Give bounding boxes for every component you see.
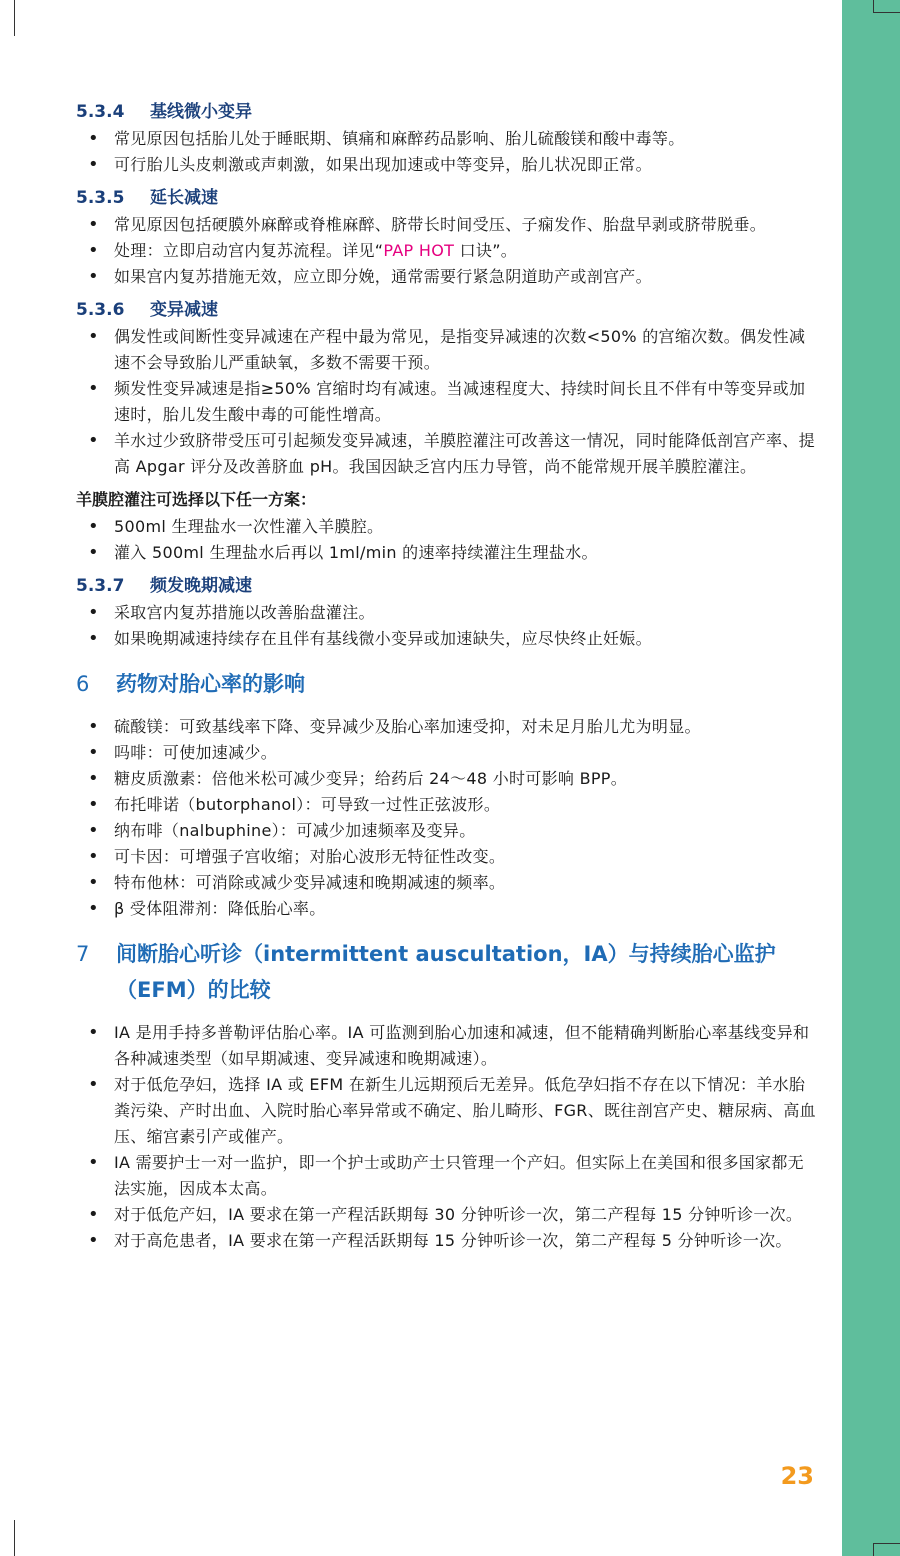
bullet-list bbox=[76, 212, 818, 290]
side-color-strip bbox=[842, 0, 900, 1556]
subsection-number: 5.3.5 bbox=[76, 188, 125, 208]
amnioinfusion-heading: 羊膜腔灌注可选择以下任一方案： bbox=[76, 490, 317, 509]
section-number: 7 bbox=[76, 942, 90, 966]
section-heading-6 bbox=[76, 666, 818, 702]
page-number: 23 bbox=[780, 1462, 814, 1490]
list-item: • 糖皮质激素：倍他米松可减少变异；给药后 24～48 小时可影响 BPP。 bbox=[76, 766, 818, 792]
list-item: • 采取宫内复苏措施以改善胎盘灌注。 bbox=[76, 600, 818, 626]
section-number: 6 bbox=[76, 672, 90, 696]
list-item: • 灌入 500ml 生理盐水后再以 1ml/min 的速率持续灌注生理盐水。 bbox=[76, 540, 818, 566]
list-item-text: 处理：立即启动宫内复苏流程。详见“ bbox=[114, 241, 384, 260]
section-title: 药物对胎心率的影响 bbox=[116, 672, 305, 696]
list-item: • 偶发性或间断性变异减速在产程中最为常见，是指变异减速的次数<50% 的宫缩次数。偶发性减速不会导致胎儿严重缺氧，多数不需要干预。 bbox=[76, 324, 818, 376]
list-item: • 对于低危孕妇，选择 IA 或 EFM 在新生儿远期预后无差异。低危孕妇指不存在以下情况：羊水胎粪污染、产时出血、入院时胎心率异常或不确定、胎儿畸形、FGR、既往剖宫产史、糖尿病、高血压、缩宫素引产或催产。 bbox=[76, 1072, 818, 1150]
crop-mark bbox=[873, 1543, 900, 1556]
list-item: • 对于高危患者，IA 要求在第一产程活跃期每 15 分钟听诊一次，第二产程每 5 分钟听诊一次。 bbox=[76, 1228, 818, 1254]
subsection-heading-5-3-7 bbox=[76, 572, 818, 600]
bullet-list bbox=[76, 324, 818, 480]
list-item: • 可卡因：可增强子宫收缩；对胎心波形无特征性改变。 bbox=[76, 844, 818, 870]
subsection-title: 频发晚期减速 bbox=[150, 576, 252, 596]
list-item: • 纳布啡（nalbuphine）：可减少加速频率及变异。 bbox=[76, 818, 818, 844]
crop-mark bbox=[873, 0, 900, 13]
list-item: • 500ml 生理盐水一次性灌入羊膜腔。 bbox=[76, 514, 818, 540]
bullet-list bbox=[76, 1020, 818, 1254]
subsection-title: 基线微小变异 bbox=[150, 102, 252, 122]
crop-mark bbox=[0, 1520, 15, 1556]
subsection-heading-5-3-5 bbox=[76, 184, 818, 212]
bullet-list bbox=[76, 714, 818, 922]
bullet-list bbox=[76, 600, 818, 652]
subsection-number: 5.3.7 bbox=[76, 576, 125, 596]
list-item: • β 受体阻滞剂：降低胎心率。 bbox=[76, 896, 818, 922]
section-title: 间断胎心听诊（intermittent auscultation，IA）与持续胎心监护（EFM）的比较 bbox=[116, 942, 776, 1002]
bullet-list bbox=[76, 514, 818, 566]
page-content bbox=[76, 98, 818, 1260]
crop-mark bbox=[0, 0, 15, 36]
subsection-title: 变异减速 bbox=[150, 300, 218, 320]
list-item: • 常见原因包括硬膜外麻醉或脊椎麻醉、脐带长时间受压、子痫发作、胎盘早剥或脐带脱垂。 bbox=[76, 212, 818, 238]
list-item bbox=[76, 238, 818, 264]
list-item: • 吗啡：可使加速减少。 bbox=[76, 740, 818, 766]
list-item: • 如果晚期减速持续存在且伴有基线微小变异或加速缺失，应尽快终止妊娠。 bbox=[76, 626, 818, 652]
subsection-number: 5.3.6 bbox=[76, 300, 125, 320]
list-item: • 羊水过少致脐带受压可引起频发变异减速，羊膜腔灌注可改善这一情况，同时能降低剖宫产率、提高 Apgar 评分及改善脐血 pH。我国因缺乏宫内压力导管，尚不能常规开展羊膜腔灌注。 bbox=[76, 428, 818, 480]
list-item: • 布托啡诺（butorphanol）：可导致一过性正弦波形。 bbox=[76, 792, 818, 818]
list-item: • 常见原因包括胎儿处于睡眠期、镇痛和麻醉药品影响、胎儿硫酸镁和酸中毒等。 bbox=[76, 126, 818, 152]
list-item: • 对于低危产妇，IA 要求在第一产程活跃期每 30 分钟听诊一次，第二产程每 15 分钟听诊一次。 bbox=[76, 1202, 818, 1228]
list-item: • IA 需要护士一对一监护，即一个护士或助产士只管理一个产妇。但实际上在美国和很多国家都无法实施，因成本太高。 bbox=[76, 1150, 818, 1202]
subsection-number: 5.3.4 bbox=[76, 102, 125, 122]
subsection-title: 延长减速 bbox=[150, 188, 218, 208]
list-item-text: 口诀”。 bbox=[454, 241, 518, 260]
list-item: • 硫酸镁：可致基线率下降、变异减少及胎心率加速受抑，对未足月胎儿尤为明显。 bbox=[76, 714, 818, 740]
bullet-list bbox=[76, 126, 818, 178]
list-item: • 特布他林：可消除或减少变异减速和晚期减速的频率。 bbox=[76, 870, 818, 896]
list-item: • 可行胎儿头皮刺激或声刺激，如果出现加速或中等变异，胎儿状况即正常。 bbox=[76, 152, 818, 178]
list-item: • IA 是用手持多普勒评估胎心率。IA 可监测到胎心加速和减速，但不能精确判断胎心率基线变异和各种减速类型（如早期减速、变异减速和晚期减速）。 bbox=[76, 1020, 818, 1072]
pap-hot-highlight: PAP HOT bbox=[383, 241, 455, 260]
list-item: • 频发性变异减速是指≥50% 宫缩时均有减速。当减速程度大、持续时间长且不伴有中等变异或加速时，胎儿发生酸中毒的可能性增高。 bbox=[76, 376, 818, 428]
subsection-heading-5-3-4 bbox=[76, 98, 818, 126]
section-heading-7 bbox=[76, 936, 818, 1008]
list-item: • 如果宫内复苏措施无效，应立即分娩，通常需要行紧急阴道助产或剖宫产。 bbox=[76, 264, 818, 290]
subsection-heading-5-3-6 bbox=[76, 296, 818, 324]
